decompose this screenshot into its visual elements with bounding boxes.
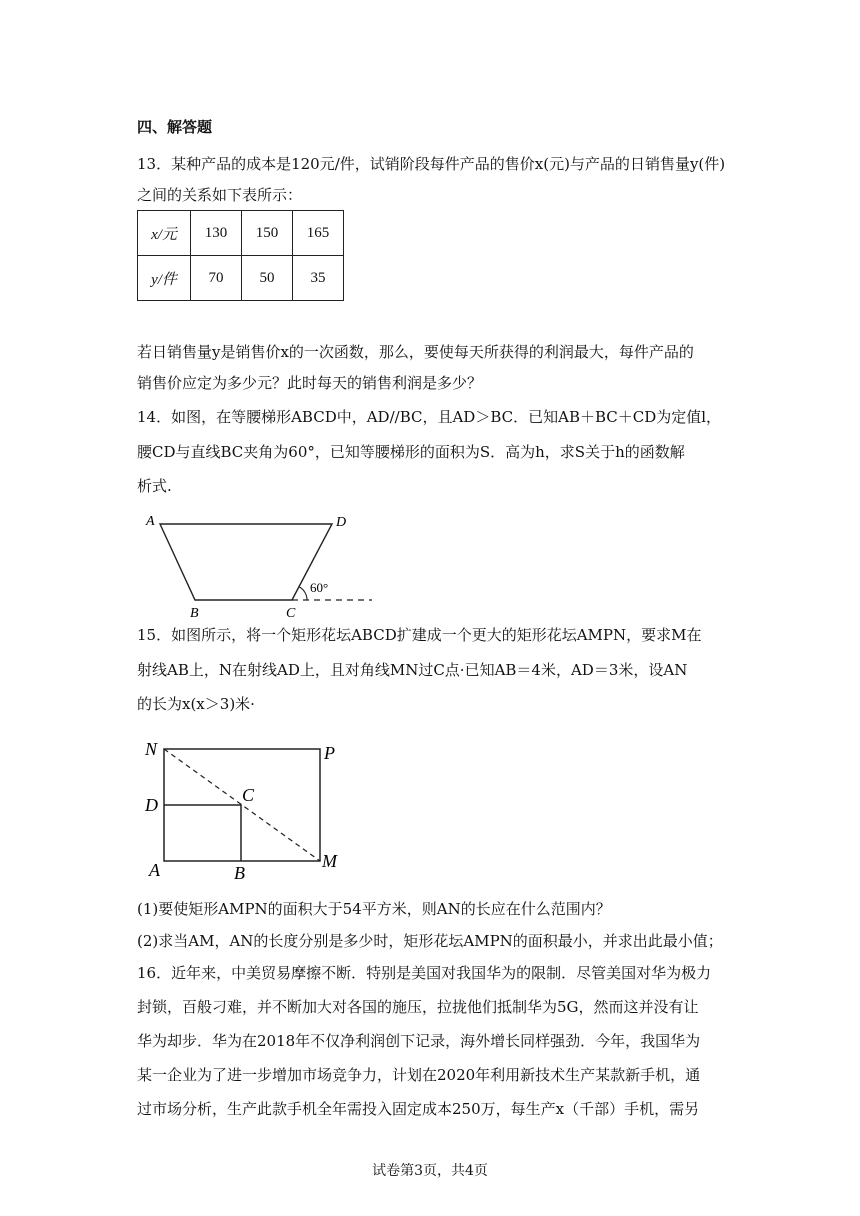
q13-line-1: 13．某种产品的成本是120元/件，试销阶段每件产品的售价x(元)与产品的日销售量y(件) (137, 155, 726, 173)
table-cell: 130 (191, 211, 242, 256)
q13-line-2: 之间的关系如下表所示： (137, 186, 303, 204)
q15-sub-1: (1)要使矩形AMPN的面积大于54平方米，则AN的长应在什么范围内？ (137, 900, 611, 918)
q16-line-4: 某一企业为了进一步增加市场竞争力，计划在2020年利用新技术生产某款新手机，通 (137, 1066, 701, 1084)
q13-table (137, 210, 344, 301)
q15-sub-2: (2)求当AM，AN的长度分别是多少时，矩形花坛AMPN的面积最小，并求出此最小值； (137, 932, 723, 950)
label-p: P (324, 743, 335, 763)
label-n: N (145, 739, 158, 759)
table-row (138, 256, 344, 301)
label-d: D (145, 795, 158, 815)
q14-line-2: 腰CD与直线BC夹角为60°，已知等腰梯形的面积为S．高为h，求S关于h的函数解 (137, 443, 685, 461)
label-a: A (149, 860, 160, 880)
table-cell: 50 (242, 256, 293, 301)
section-title: 四、解答题 (137, 118, 213, 136)
page-footer: 试卷第3页，共4页 (372, 1163, 488, 1179)
label-a: A (146, 514, 155, 529)
label-d: D (336, 515, 347, 530)
label-c: C (242, 785, 255, 805)
q16-line-5: 过市场分析，生产此款手机全年需投入固定成本250万，每生产x（千部）手机，需另 (137, 1100, 700, 1118)
rectangle-figure (140, 735, 350, 883)
label-b: B (234, 863, 245, 883)
q13-line-4: 销售价应定为多少元？此时每天的销售利润是多少？ (137, 374, 483, 392)
table-header-y: y/件 (138, 256, 191, 301)
label-c: C (286, 606, 296, 620)
trapezoid-figure (140, 505, 380, 620)
q15-line-2: 射线AB上，N在射线AD上，且对角线MN过C点·已知AB＝4米，AD＝3米，设AN (137, 661, 688, 679)
q16-line-3: 华为却步．华为在2018年不仅净利润创下记录，海外增长同样强劲．今年，我国华为 (137, 1032, 701, 1050)
table-cell: 150 (242, 211, 293, 256)
table-cell: 165 (293, 211, 344, 256)
q15-line-1: 15．如图所示，将一个矩形花坛ABCD扩建成一个更大的矩形花坛AMPN，要求M在 (137, 626, 702, 644)
table-header-x: x/元 (138, 211, 191, 256)
q14-line-3: 析式. (137, 477, 172, 495)
table-cell: 35 (293, 256, 344, 301)
q14-line-1: 14．如图，在等腰梯形ABCD中，AD//BC，且AD＞BC．已知AB＋BC＋CD为定值l， (137, 408, 722, 426)
angle-label: 60° (310, 580, 329, 595)
table-cell: 70 (191, 256, 242, 301)
q13-line-3: 若日销售量y是销售价x的一次函数，那么，要使每天所获得的利润最大，每件产品的 (137, 343, 694, 361)
q16-line-1: 16．近年来，中美贸易摩擦不断．特别是美国对我国华为的限制．尽管美国对华为极力 (137, 964, 712, 982)
label-m: M (322, 851, 337, 871)
label-b: B (190, 606, 199, 620)
q16-line-2: 封锁，百般刁难，并不断加大对各国的施压，拉拢他们抵制华为5G，然而这并没有让 (137, 998, 699, 1016)
table-row (138, 211, 344, 256)
q15-line-3: 的长为x(x＞3)米· (137, 695, 255, 713)
